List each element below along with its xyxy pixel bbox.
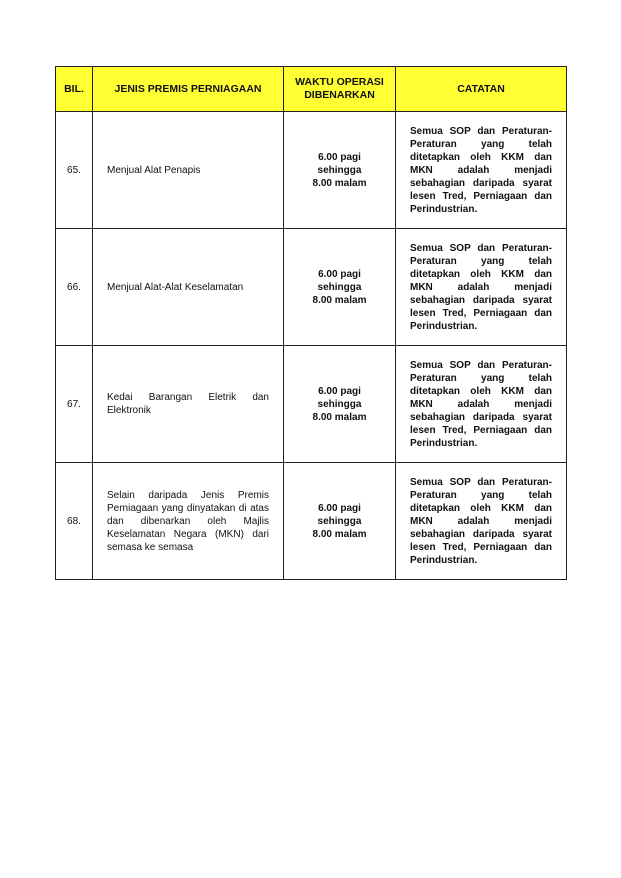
- cell-waktu: [284, 346, 396, 463]
- header-waktu: [284, 67, 396, 112]
- cell-catatan: Semua SOP dan Peraturan-Peraturan yang telah ditetapkan oleh KKM dan MKN adalah menjadi sebahagian daripada syarat lesen Tred, Perniagaan dan Perindustrian.: [396, 346, 567, 463]
- header-catatan: CATATAN: [396, 67, 567, 112]
- waktu-sep: sehingga: [317, 515, 362, 527]
- cell-jenis: Menjual Alat-Alat Keselamatan: [93, 229, 284, 346]
- waktu-sep: sehingga: [317, 281, 362, 293]
- waktu-end: 8.00 malam: [312, 411, 367, 423]
- waktu-start: 6.00 pagi: [318, 385, 361, 397]
- cell-bil: 66.: [56, 229, 93, 346]
- cell-bil: 65.: [56, 112, 93, 229]
- table-row: [56, 346, 567, 463]
- cell-waktu: [284, 463, 396, 580]
- waktu-start: 6.00 pagi: [318, 268, 361, 280]
- cell-jenis: Menjual Alat Penapis: [93, 112, 284, 229]
- waktu-end: 8.00 malam: [312, 177, 367, 189]
- cell-catatan: Semua SOP dan Peraturan-Peraturan yang telah ditetapkan oleh KKM dan MKN adalah menjadi sebahagian daripada syarat lesen Tred, Perniagaan dan Perindustrian.: [396, 229, 567, 346]
- table-row: [56, 229, 567, 346]
- premises-table: [55, 66, 567, 580]
- header-jenis: JENIS PREMIS PERNIAGAAN: [93, 67, 284, 112]
- cell-catatan: Semua SOP dan Peraturan-Peraturan yang telah ditetapkan oleh KKM dan MKN adalah menjadi sebahagian daripada syarat lesen Tred, Perniagaan dan Perindustrian.: [396, 463, 567, 580]
- cell-bil: 67.: [56, 346, 93, 463]
- waktu-sep: sehingga: [317, 164, 362, 176]
- cell-bil: 68.: [56, 463, 93, 580]
- cell-waktu: [284, 229, 396, 346]
- waktu-sep: sehingga: [317, 398, 362, 410]
- table-body: [56, 112, 567, 580]
- cell-jenis: Selain daripada Jenis Premis Perniagaan yang dinyatakan di atas dan dibenarkan oleh Majlis Keselamatan Negara (MKN) dari semasa ke semasa: [93, 463, 284, 580]
- table-header: [56, 67, 567, 112]
- waktu-start: 6.00 pagi: [318, 502, 361, 514]
- waktu-start: 6.00 pagi: [318, 151, 361, 163]
- table-row: [56, 463, 567, 580]
- table-row: [56, 112, 567, 229]
- waktu-end: 8.00 malam: [312, 294, 367, 306]
- cell-waktu: [284, 112, 396, 229]
- header-waktu-line1: WAKTU OPERASI: [295, 76, 384, 88]
- cell-catatan: Semua SOP dan Peraturan-Peraturan yang telah ditetapkan oleh KKM dan MKN adalah menjadi sebahagian daripada syarat lesen Tred, Perniagaan dan Perindustrian.: [396, 112, 567, 229]
- waktu-end: 8.00 malam: [312, 528, 367, 540]
- cell-jenis: Kedai Barangan Eletrik dan Elektronik: [93, 346, 284, 463]
- header-bil: BIL.: [56, 67, 93, 112]
- header-waktu-line2: DIBENARKAN: [304, 89, 375, 101]
